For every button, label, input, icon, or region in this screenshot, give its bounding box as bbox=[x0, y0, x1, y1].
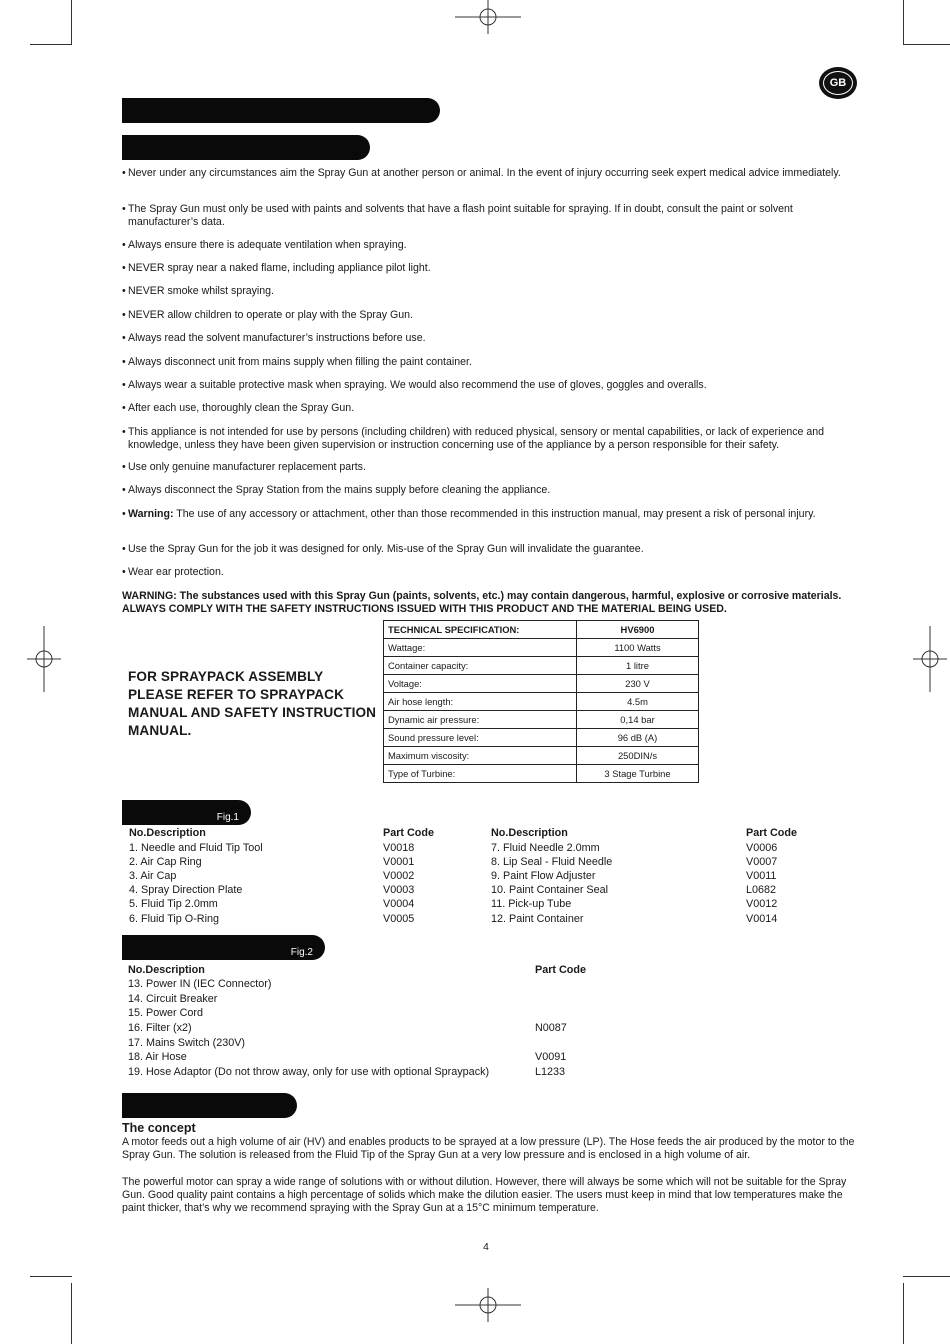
list-item: • Use only genuine manufacturer replacement parts. bbox=[122, 461, 366, 473]
table-cell: 1100 Watts bbox=[577, 639, 699, 657]
list-item: • Wear ear protection. bbox=[122, 566, 224, 578]
list-item: • The Spray Gun must only be used with paints and solvents that have a flash point suitable for spraying. If in doubt, consult the paint or solvent manufacturer’s data. bbox=[122, 203, 793, 228]
column-header: No.Description bbox=[491, 827, 568, 839]
section-bar bbox=[122, 98, 440, 123]
column-header: Part Code bbox=[383, 827, 434, 839]
part-description: 10. Paint Container Seal bbox=[491, 884, 609, 896]
part-description: 16. Filter (x2) bbox=[128, 1022, 192, 1034]
part-code: N0087 bbox=[535, 1022, 567, 1034]
table-cell: Voltage: bbox=[384, 675, 577, 693]
part-code: L1233 bbox=[535, 1066, 566, 1078]
fig2-label: Fig.2 bbox=[290, 947, 313, 958]
concept-paragraph: The powerful motor can spray a wide range of solutions with or without dilution. However, there will always be some which will not be suitable for the Spray Gun. Good quality paint contains a high percentage of solids which make the dilution easier. The users must keep in mind that low temperatures make the paint thicker, that’s why we recommend spraying with the Spray Gun at a 15°C minimum temperature. bbox=[122, 1176, 847, 1214]
part-description: 15. Power Cord bbox=[128, 1007, 204, 1019]
registration-mark-icon bbox=[455, 0, 521, 34]
concept-paragraph: A motor feeds out a high volume of air (HV) and enables products to be sprayed at a low pressure (LP). The Hose feeds the air produced by the motor to the Spray Gun. The solution is released from the Fluid Tip of the Spray Gun at a very low pressure and is enclosed in a high volume of air. bbox=[122, 1136, 855, 1161]
language-badge-label: GB bbox=[823, 71, 853, 95]
part-description: 17. Mains Switch (230V) bbox=[128, 1037, 246, 1049]
table-cell: Sound pressure level: bbox=[384, 729, 577, 747]
part-code: V0091 bbox=[535, 1051, 567, 1063]
fig1-label: Fig.1 bbox=[216, 812, 239, 823]
table-header-cell: TECHNICAL SPECIFICATION: bbox=[384, 621, 577, 639]
list-item: • Never under any circumstances aim the Spray Gun at another person or animal. In the event of injury occurring seek expert medical advice immediately. bbox=[122, 167, 841, 179]
part-description: 5. Fluid Tip 2.0mm bbox=[129, 898, 218, 910]
part-description: 9. Paint Flow Adjuster bbox=[491, 870, 596, 882]
part-description: 13. Power IN (IEC Connector) bbox=[128, 978, 272, 990]
section-bar bbox=[122, 135, 370, 160]
part-code: V0018 bbox=[383, 842, 415, 854]
table-row bbox=[384, 639, 699, 657]
assembly-note: FOR SPRAYPACK ASSEMBLY PLEASE REFER TO SPRAYPACK MANUAL AND SAFETY INSTRUCTION MANUAL. bbox=[128, 669, 377, 738]
part-description: 3. Air Cap bbox=[129, 870, 177, 882]
part-description: 18. Air Hose bbox=[128, 1051, 187, 1063]
spec-table bbox=[383, 620, 699, 783]
fig2-bar bbox=[122, 935, 325, 960]
table-cell: Wattage: bbox=[384, 639, 577, 657]
table-row bbox=[384, 675, 699, 693]
fig1-bar bbox=[122, 800, 251, 825]
part-description: 8. Lip Seal - Fluid Needle bbox=[491, 856, 613, 868]
table-row bbox=[384, 765, 699, 783]
table-header-row bbox=[384, 621, 699, 639]
list-item: • This appliance is not intended for use by persons (including children) with reduced physical, sensory or mental capabilities, or lack of experience and knowledge, unless they have been given supervision or instruction concerning use of the appliance by a person responsible for their safety. bbox=[122, 426, 825, 451]
list-item: • Always disconnect the Spray Station from the mains supply before cleaning the appliance. bbox=[122, 484, 551, 496]
table-cell: 250DIN/s bbox=[577, 747, 699, 765]
table-cell: 0,14 bar bbox=[577, 711, 699, 729]
part-code: V0003 bbox=[383, 884, 415, 896]
crop-mark bbox=[71, 0, 72, 45]
part-description: 19. Hose Adaptor (Do not throw away, only for use with optional Spraypack) bbox=[128, 1066, 490, 1078]
list-item: • NEVER smoke whilst spraying. bbox=[122, 285, 275, 297]
concept-title: The concept bbox=[122, 1121, 196, 1135]
part-description: 2. Air Cap Ring bbox=[129, 856, 202, 868]
crop-mark bbox=[903, 1276, 950, 1277]
page-number: 4 bbox=[483, 1241, 489, 1253]
registration-mark-icon bbox=[27, 626, 61, 692]
table-cell: Container capacity: bbox=[384, 657, 577, 675]
list-item: • Always ensure there is adequate ventilation when spraying. bbox=[122, 239, 407, 251]
table-row bbox=[384, 711, 699, 729]
part-description: 4. Spray Direction Plate bbox=[129, 884, 243, 896]
list-item: • After each use, thoroughly clean the Spray Gun. bbox=[122, 402, 355, 414]
list-item: • NEVER spray near a naked flame, including appliance pilot light. bbox=[122, 262, 431, 274]
part-code: V0001 bbox=[383, 856, 415, 868]
crop-mark bbox=[903, 44, 950, 45]
part-description: 14. Circuit Breaker bbox=[128, 993, 218, 1005]
table-row bbox=[384, 747, 699, 765]
part-code: V0012 bbox=[746, 898, 778, 910]
part-code: V0005 bbox=[383, 913, 415, 925]
warning-note: WARNING: The substances used with this Spray Gun (paints, solvents, etc.) may contain dangerous, harmful, explosive or corrosive materials. ALWAYS COMPLY WITH THE SAFETY INSTRUCTIONS ISSUED WITH THIS PRODUCT AND THE MATERIAL BEING USED. bbox=[122, 590, 842, 615]
crop-mark bbox=[903, 1283, 904, 1344]
crop-mark bbox=[903, 0, 904, 45]
crop-mark bbox=[30, 44, 72, 45]
registration-mark-icon bbox=[913, 626, 947, 692]
table-cell: 1 litre bbox=[577, 657, 699, 675]
language-badge bbox=[819, 67, 857, 99]
part-description: 1. Needle and Fluid Tip Tool bbox=[129, 842, 263, 854]
part-code: V0007 bbox=[746, 856, 778, 868]
part-code: L0682 bbox=[746, 884, 777, 896]
table-cell: Air hose length: bbox=[384, 693, 577, 711]
crop-mark bbox=[30, 1276, 72, 1277]
column-header: Part Code bbox=[535, 964, 586, 976]
table-row bbox=[384, 657, 699, 675]
part-description: 11. Pick-up Tube bbox=[491, 898, 572, 910]
list-item: • Always disconnect unit from mains supply when filling the paint container. bbox=[122, 356, 472, 368]
part-code: V0014 bbox=[746, 913, 778, 925]
list-item: • Always read the solvent manufacturer’s instructions before use. bbox=[122, 332, 426, 344]
section-bar bbox=[122, 1093, 297, 1118]
table-cell: 230 V bbox=[577, 675, 699, 693]
registration-mark-icon bbox=[455, 1288, 521, 1322]
part-description: 7. Fluid Needle 2.0mm bbox=[491, 842, 600, 854]
table-cell: Type of Turbine: bbox=[384, 765, 577, 783]
part-code: V0011 bbox=[746, 870, 777, 882]
crop-mark bbox=[71, 1283, 72, 1344]
table-cell: Maximum viscosity: bbox=[384, 747, 577, 765]
list-item: • Always wear a suitable protective mask when spraying. We would also recommend the use of gloves, goggles and overalls. bbox=[122, 379, 707, 391]
column-header: Part Code bbox=[746, 827, 797, 839]
part-description: 6. Fluid Tip O-Ring bbox=[129, 913, 220, 925]
part-description: 12. Paint Container bbox=[491, 913, 584, 925]
table-cell: 3 Stage Turbine bbox=[577, 765, 699, 783]
table-header-cell: HV6900 bbox=[577, 621, 699, 639]
part-code: V0002 bbox=[383, 870, 415, 882]
column-header: No.Description bbox=[128, 964, 205, 976]
column-header: No.Description bbox=[129, 827, 206, 839]
table-cell: Dynamic air pressure: bbox=[384, 711, 577, 729]
table-cell: 96 dB (A) bbox=[577, 729, 699, 747]
list-item: • NEVER allow children to operate or play with the Spray Gun. bbox=[122, 309, 413, 321]
table-row bbox=[384, 729, 699, 747]
table-cell: 4.5m bbox=[577, 693, 699, 711]
table-row bbox=[384, 693, 699, 711]
part-code: V0004 bbox=[383, 898, 415, 910]
part-code: V0006 bbox=[746, 842, 778, 854]
list-item: • Use the Spray Gun for the job it was designed for only. Mis-use of the Spray Gun will invalidate the guarantee. bbox=[122, 543, 644, 555]
list-item: • Warning: The use of any accessory or attachment, other than those recommended in this instruction manual, may present a risk of personal injury. bbox=[122, 508, 816, 520]
